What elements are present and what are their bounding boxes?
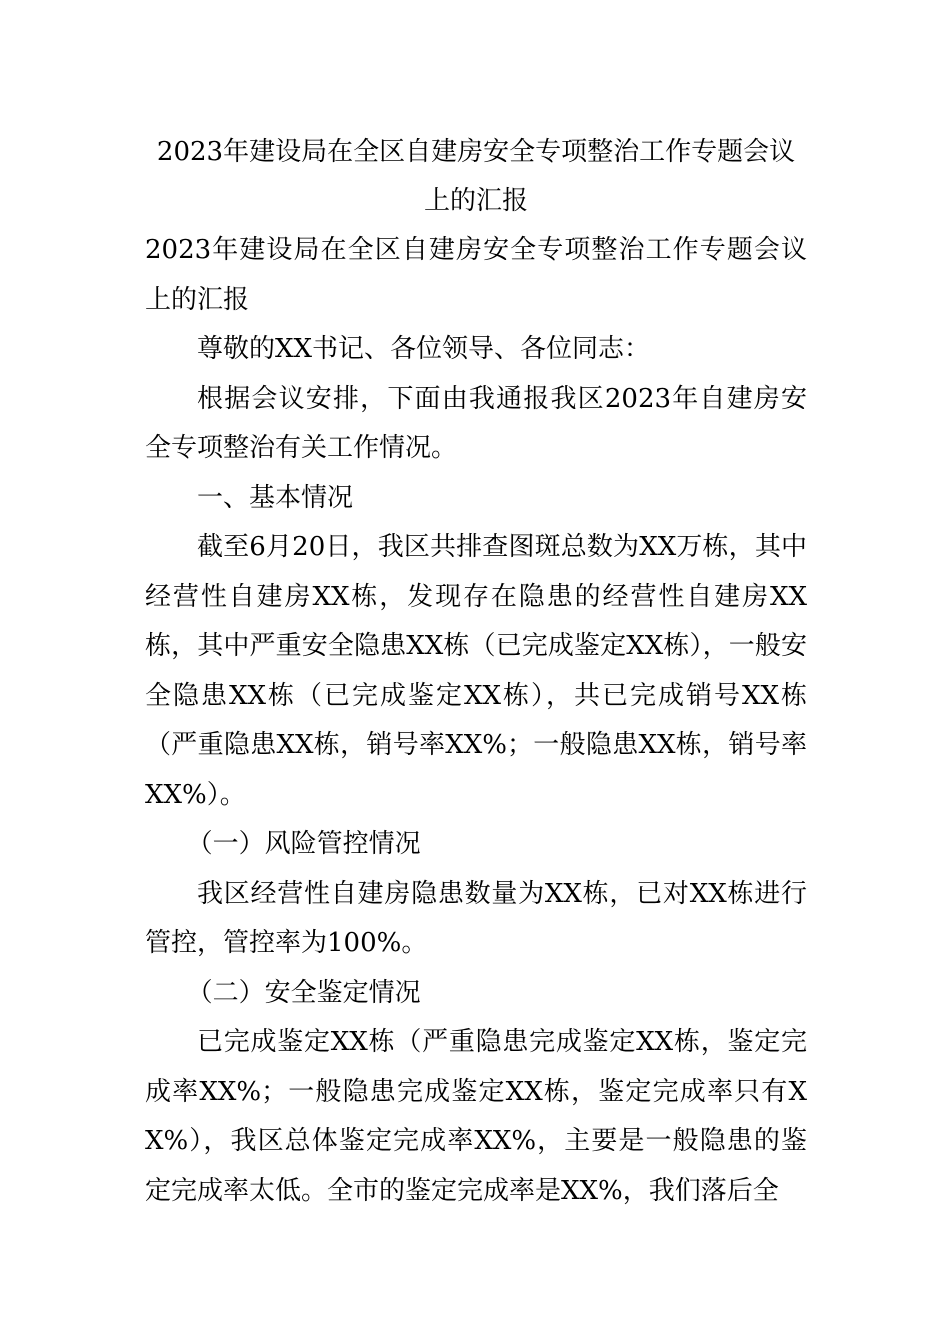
subsection-heading-risk-control: （一）风险管控情况 bbox=[186, 829, 421, 859]
intro-paragraph: 根据会议安排，下面由我通报我区2023年自建房安全专项整治有关工作情况。 bbox=[145, 383, 807, 463]
safety-appraisal-paragraph: 已完成鉴定XX栋（严重隐患完成鉴定XX栋，鉴定完成率XX%；一般隐患完成鉴定XX栋，鉴定完成率只有XX%），我区总体鉴定完成率XX%，主要是一般隐患的鉴定完成率太低。全市的鉴定完成率是XX%，我们落后全 bbox=[145, 1027, 807, 1206]
salutation: 尊敬的XX书记、各位领导、各位同志： bbox=[197, 334, 651, 364]
subsection-heading-safety-appraisal: （二）安全鉴定情况 bbox=[186, 977, 421, 1008]
document-title: 2023年建设局在全区自建房安全专项整治工作专题会议上的汇报 bbox=[156, 137, 796, 216]
repeated-title-paragraph: 2023年建设局在全区自建房安全专项整治工作专题会议上的汇报 bbox=[145, 235, 807, 315]
section-heading-basic: 一、基本情况 bbox=[197, 482, 354, 513]
risk-control-paragraph: 我区经营性自建房隐患数量为XX栋，已对XX栋进行管控，管控率为100%。 bbox=[145, 878, 807, 958]
basic-situation-paragraph: 截至6月20日，我区共排查图斑总数为XX万栋，其中经营性自建房XX栋，发现存在隐患的经营性自建房XX栋，其中严重安全隐患XX栋（已完成鉴定XX栋），一般安全隐患XX栋（已完成鉴定XX栋），共已完成销号XX栋（严重隐患XX栋，销号率XX%；一般隐患XX栋，销号率XX%）。 bbox=[145, 532, 807, 810]
document-body bbox=[145, 128, 807, 1216]
